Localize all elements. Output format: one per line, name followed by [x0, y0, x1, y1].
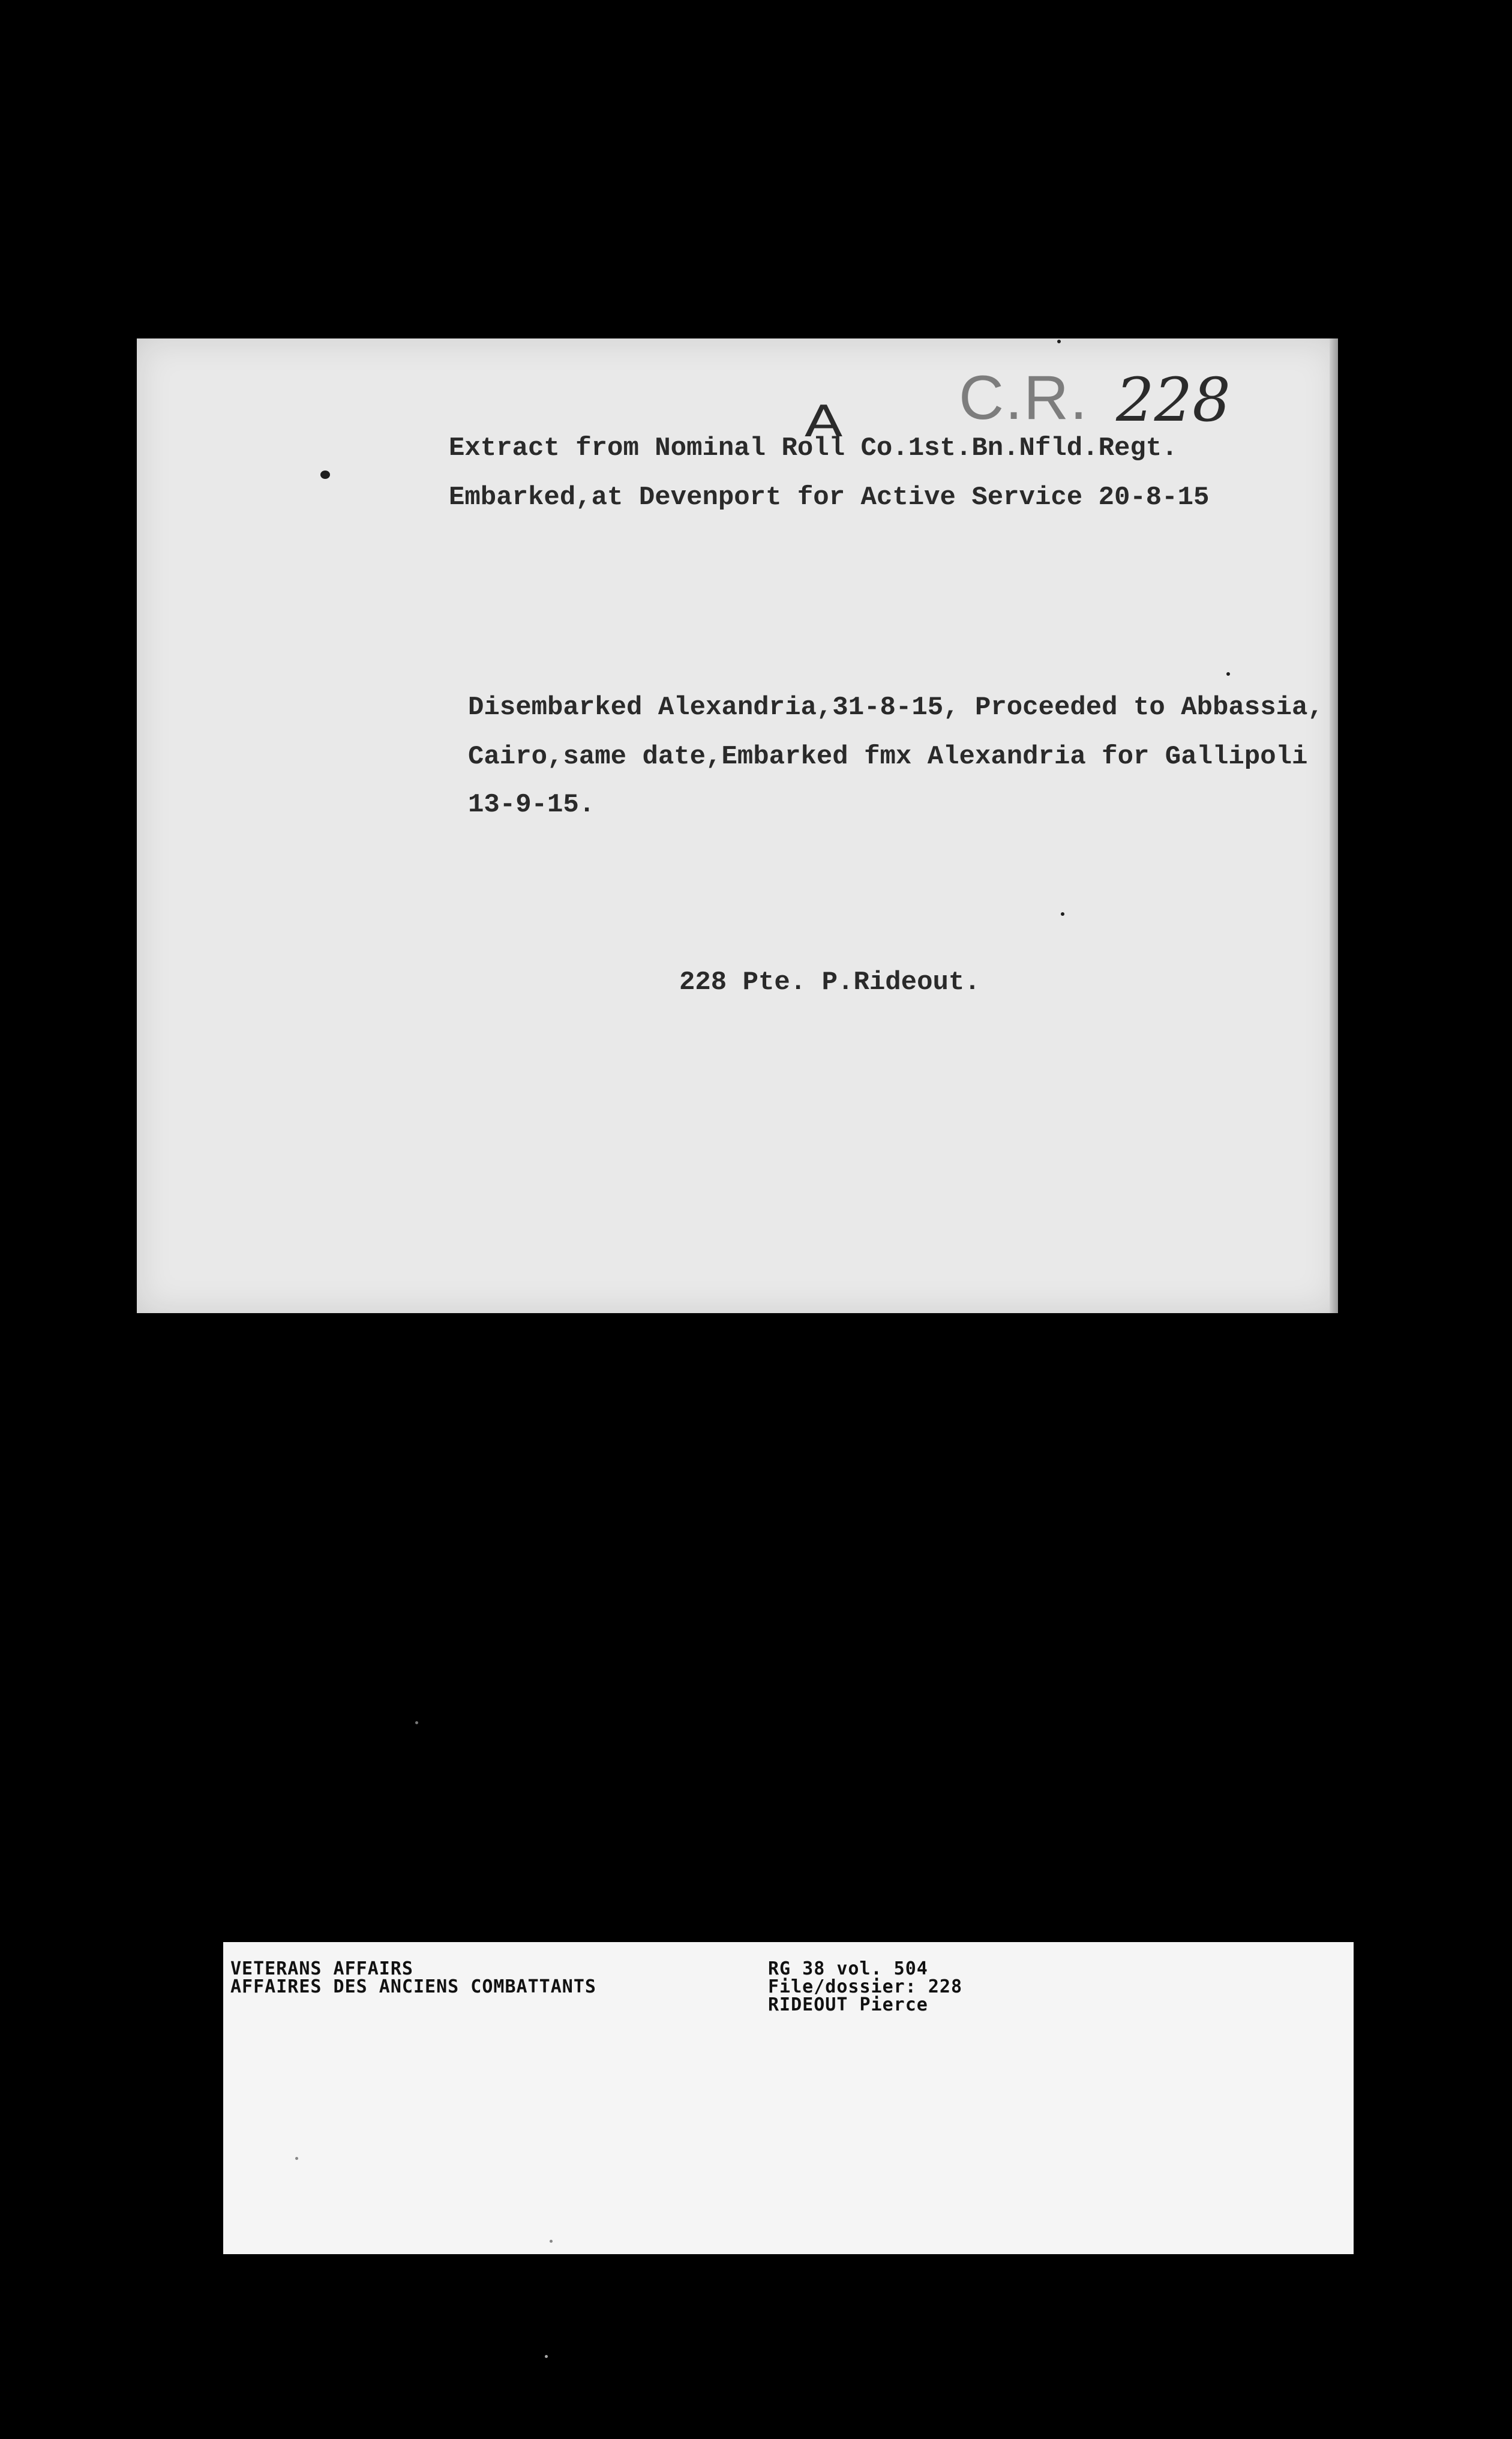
ink-speck [1057, 340, 1061, 343]
scan-speck [545, 2355, 548, 2358]
label-department-fr: AFFAIRES DES ANCIENS COMBATTANTS [230, 1976, 596, 1997]
typed-signature: 228 Pte. P.Rideout. [679, 967, 980, 997]
typed-paragraph-line-3: 13-9-15. [468, 790, 595, 820]
typed-line-1: Extract from Nominal Roll Co.1st.Bn.Nfld.Regt. [449, 433, 1178, 463]
typed-paragraph-line-1: Disembarked Alexandria,31-8-15, Proceeded to Abbassia, [468, 693, 1324, 723]
cr-stamp: C.R. [959, 363, 1088, 433]
typed-paragraph-line-2: Cairo,same date,Embarked fmx Alexandria for Gallipoli [468, 742, 1308, 772]
record-card [137, 338, 1338, 1313]
label-file-number: File/dossier: 228 [768, 1976, 963, 1997]
label-department-en: VETERANS AFFAIRS [230, 1958, 413, 1979]
handwritten-number: 228 [1116, 365, 1231, 435]
ink-speck [1226, 672, 1230, 676]
label-name: RIDEOUT Pierce [768, 1994, 928, 2015]
scan-speck [415, 1721, 418, 1724]
ink-speck [320, 471, 330, 479]
label-speck [550, 2240, 553, 2243]
label-record-group: RG 38 vol. 504 [768, 1958, 928, 1979]
label-speck [295, 2157, 298, 2160]
caret-mark: A [804, 396, 843, 447]
typed-line-2: Embarked,at Devenport for Active Service 20-8-15 [449, 483, 1210, 513]
archive-label [223, 1942, 1354, 2254]
ink-speck [1061, 912, 1064, 916]
